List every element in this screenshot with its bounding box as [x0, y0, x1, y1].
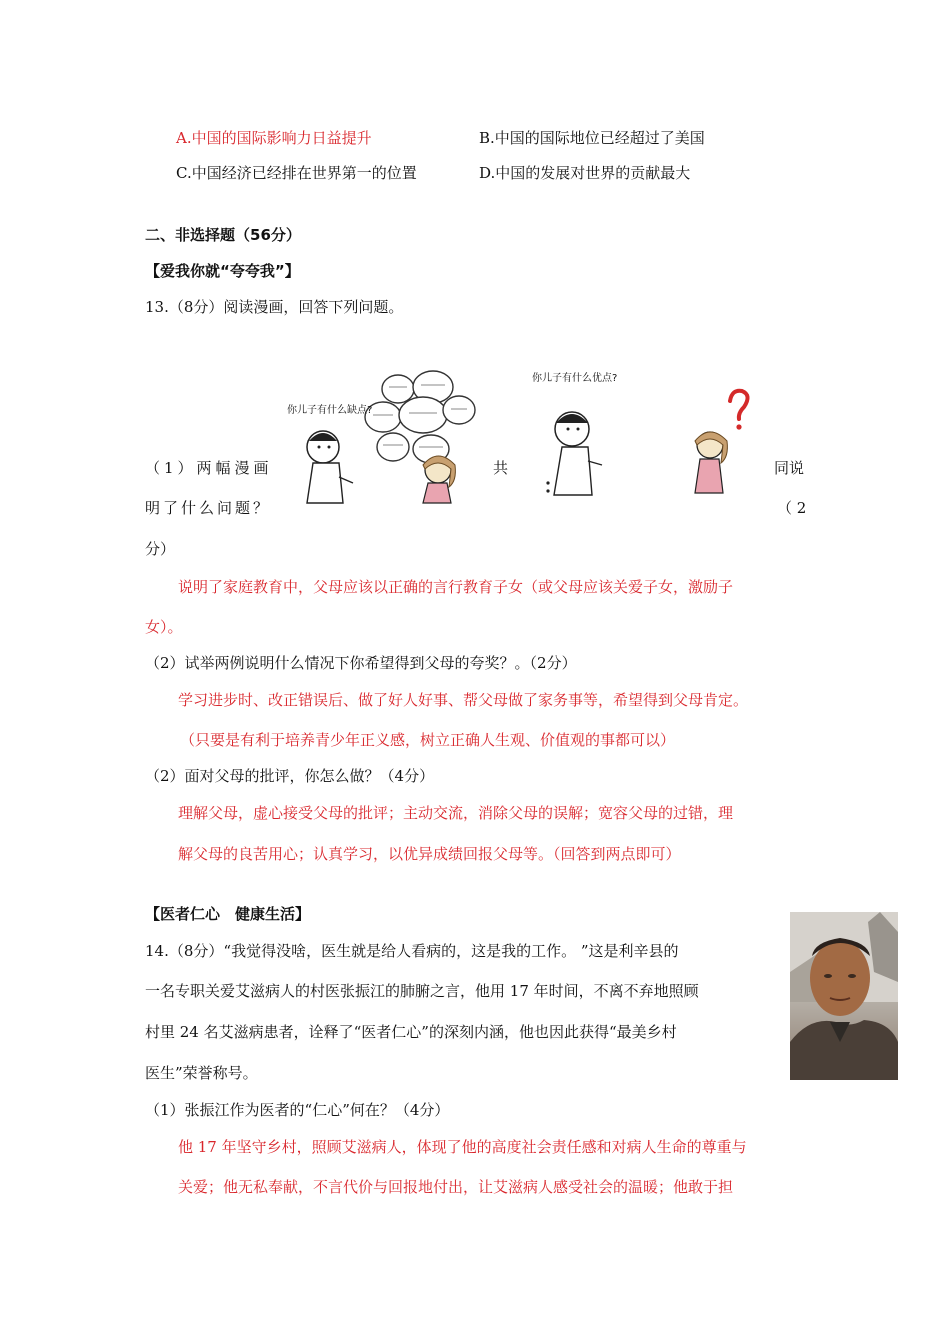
q14-line2: 一名专职关爱艾滋病人的村医张振江的肺腑之言，他用 17 年时间，不离不弃地照顾 [145, 982, 699, 1000]
q14-answer1-line1: 他 17 年坚守乡村，照顾艾滋病人，体现了他的高度社会责任感和对病人生命的尊重与 [178, 1138, 747, 1156]
q13-answer3-line2: 解父母的良苦用心；认真学习，以优异成绩回报父母等。（回答到两点即可） [178, 845, 681, 863]
option-a: A.中国的国际影响力日益提升 [176, 129, 372, 147]
doctor-photo [790, 912, 898, 1080]
option-b: B.中国的国际地位已经超过了美国 [479, 129, 705, 147]
q13-answer1-line2: 女）。 [145, 618, 183, 636]
block-title-1: 【爱我你就“夸夸我”】 [145, 262, 300, 280]
cartoon-right-caption: 你儿子有什么优点? [532, 373, 618, 384]
q13-sub1-part2: 共 [493, 459, 509, 477]
q13-answer2-line2: （只要是有利于培养青少年正义感，树立正确人生观、价值观的事都可以） [180, 731, 676, 749]
q13-stem: 13.（8分）阅读漫画，回答下列问题。 [145, 298, 404, 316]
cartoon-left-caption: 你儿子有什么缺点? [287, 405, 373, 416]
option-d: D.中国的发展对世界的贡献最大 [479, 164, 691, 182]
q13-answer2-line1: 学习进步时、改正错误后、做了好人好事、帮父母做了家务事等，希望得到父母肯定。 [178, 691, 749, 709]
q14-line1: 14.（8分）“我觉得没啥，医生就是给人看病的，这是我的工作。 ”这是利辛县的 [145, 942, 679, 960]
q13-sub1-line2: 明了什么问题？ [145, 499, 272, 517]
q13-sub1-score-a: （ 2 [777, 499, 807, 517]
q13-sub3: （2）面对父母的批评，你怎么做？（4分） [145, 767, 435, 785]
q13-answer1-line1: 说明了家庭教育中，父母应该以正确的言行教育子女（或父母应该关爱子女，激励子 [178, 578, 734, 596]
option-c: C.中国经济已经排在世界第一的位置 [176, 164, 417, 182]
block-title-2: 【医者仁心 健康生活】 [145, 905, 311, 923]
cartoon-right [530, 365, 770, 505]
q14-line3: 村里 24 名艾滋病患者，诠释了“医者仁心”的深刻内涵，他也因此获得“最美乡村 [145, 1023, 677, 1041]
q13-sub1-part1: （1）两幅漫画 [145, 459, 273, 477]
q13-answer3-line1: 理解父母，虚心接受父母的批评；主动交流，消除父母的误解；宽容父母的过错，理 [178, 804, 734, 822]
q13-sub1-score-b: 分） [145, 540, 176, 558]
section-title: 二、非选择题（56分） [145, 226, 301, 244]
q13-sub1-part3: 同说 [774, 459, 805, 477]
q14-line4: 医生”荣誉称号。 [145, 1064, 258, 1082]
q13-sub2: （2）试举两例说明什么情况下你希望得到父母的夸奖？。（2分） [145, 654, 577, 672]
cartoon-left-illustration [273, 365, 479, 505]
q14-sub1: （1）张振江作为医者的“仁心”何在？（4分） [145, 1101, 450, 1119]
cartoon-right-illustration [530, 365, 770, 505]
cartoon-left [273, 365, 479, 505]
q14-answer1-line2: 关爱；他无私奉献，不言代价与回报地付出，让艾滋病人感受社会的温暖；他敢于担 [178, 1178, 734, 1196]
